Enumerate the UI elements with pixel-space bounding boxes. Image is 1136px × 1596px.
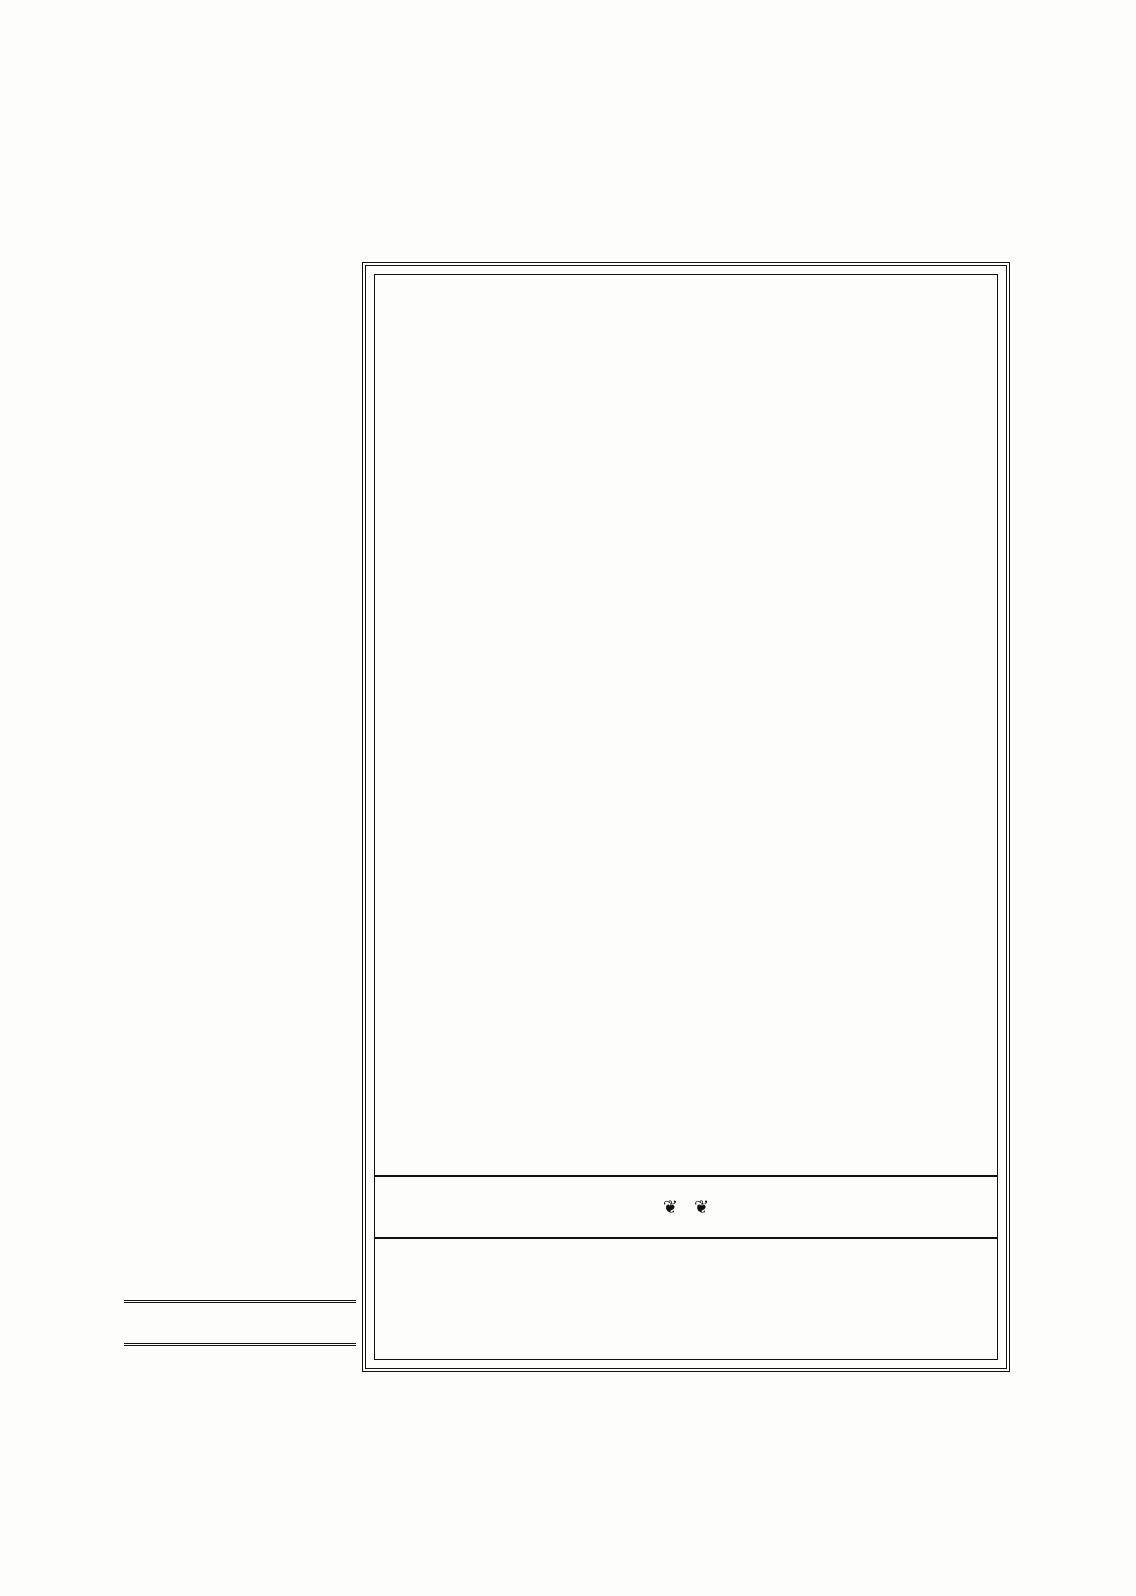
side-section-header — [124, 1300, 356, 1346]
ornament-icon: ❦ — [662, 1196, 678, 1218]
ornament-icon: ❦ — [694, 1196, 710, 1218]
main-text-frame — [362, 262, 1010, 1372]
section-header — [375, 1175, 997, 1239]
main-text-inner-border — [374, 274, 998, 1360]
